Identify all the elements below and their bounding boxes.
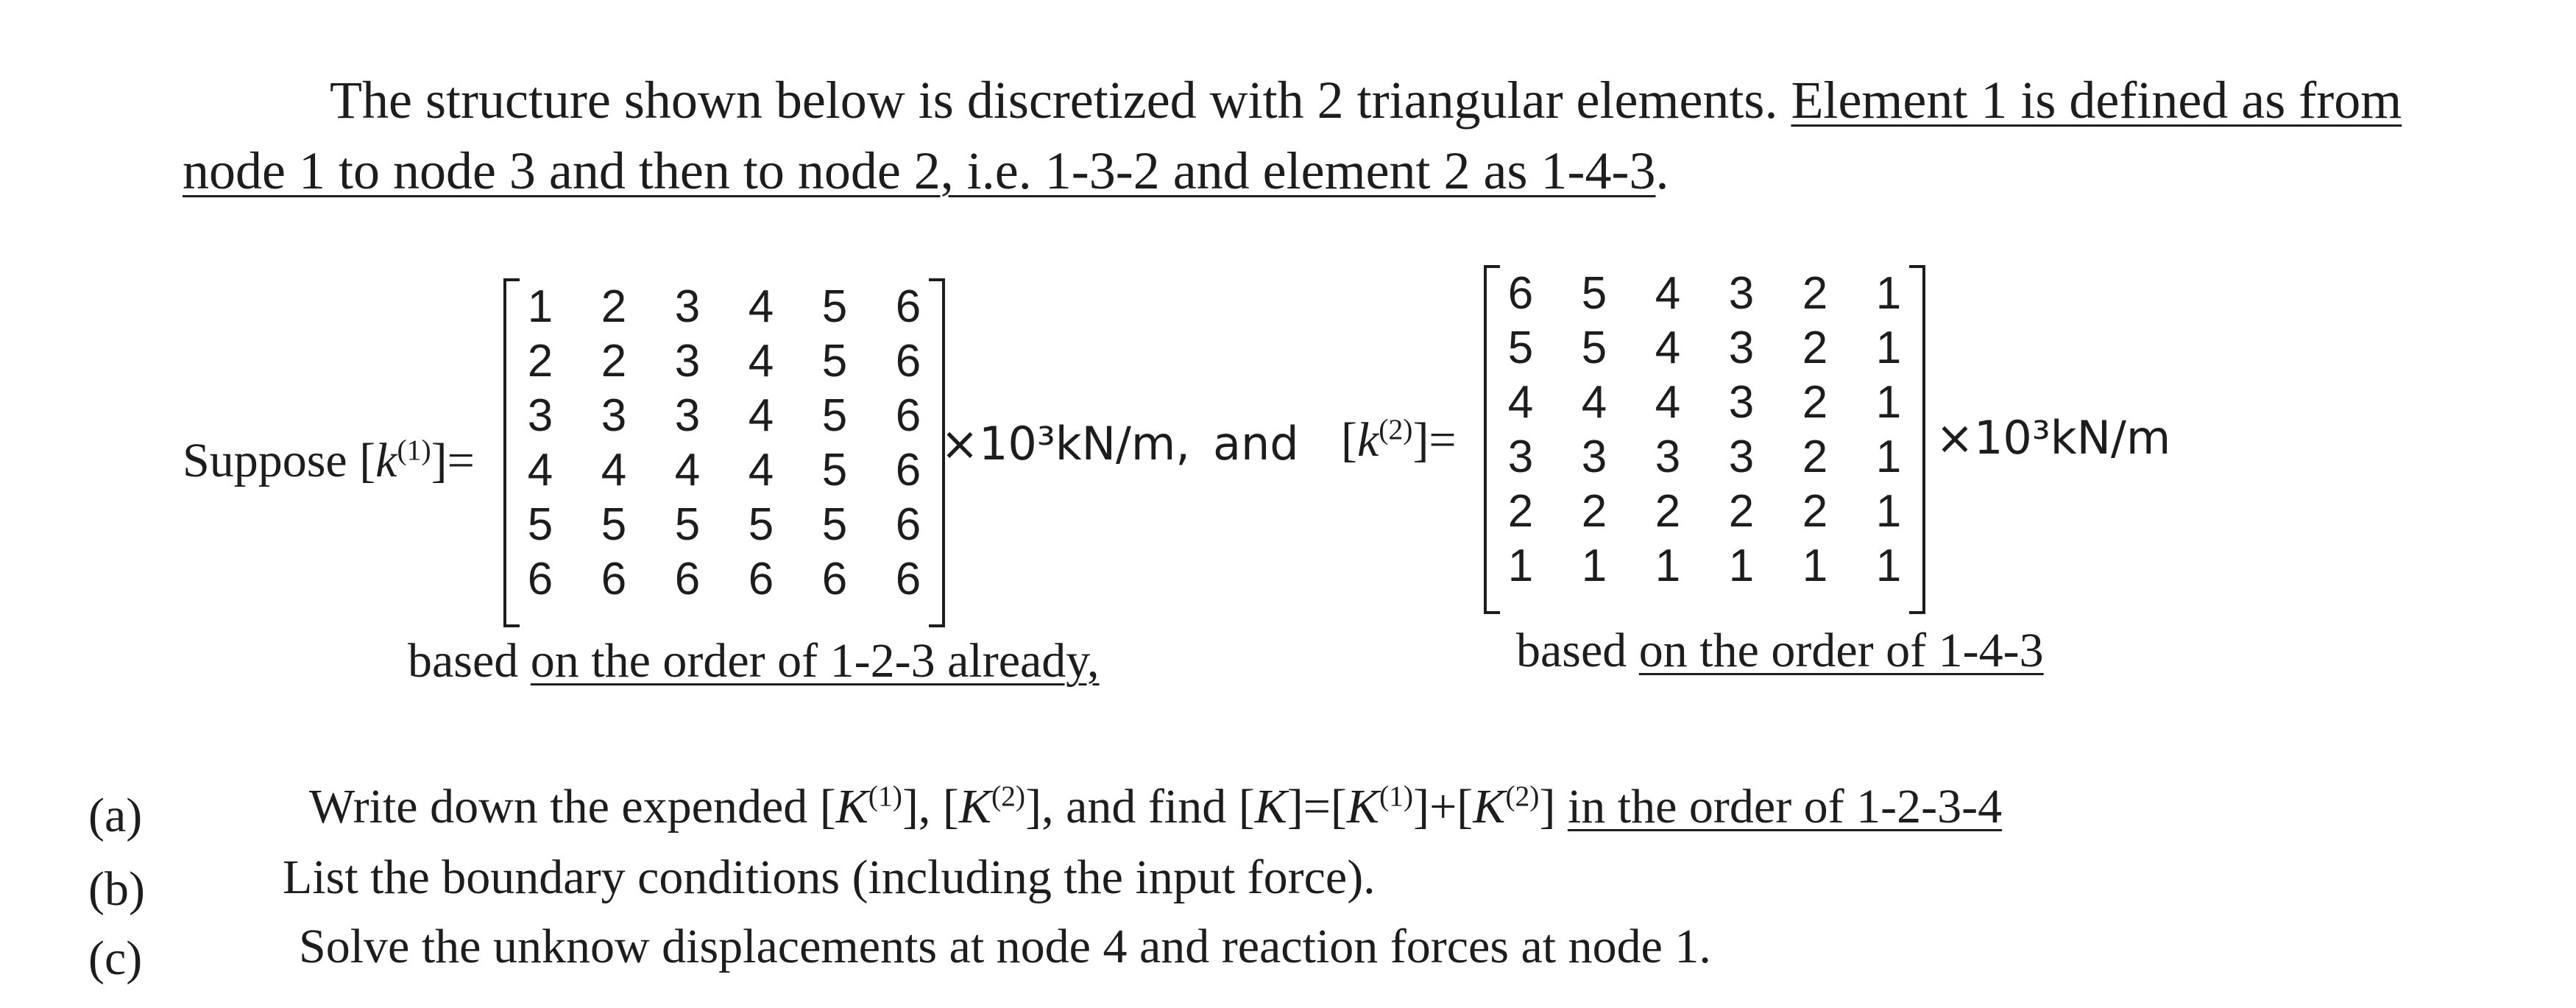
matrix-1-order-note-underlined: on the order of 1-2-3 already, [530, 634, 1100, 688]
matrix-2-cell: 5 [1581, 323, 1607, 373]
matrix-1-cell: 3 [601, 390, 627, 441]
matrix-2-cell: 1 [1581, 540, 1607, 591]
matrix-1-cell: 4 [527, 445, 553, 496]
matrix-2-cell: 3 [1507, 431, 1534, 482]
matrix-1-cell: 3 [527, 390, 553, 441]
matrix-2-cell: 3 [1581, 431, 1607, 482]
k2-label: $[k^{(2)}]=$ [1341, 413, 1457, 467]
question-a-text: Write down the expended $[K^{(1)}]$, $[K^{(2)}]$, and find $[K]=[K^{(1)}]+[K^{(2)}]$ in the order of 1-2-3-4 [309, 780, 2003, 833]
matrix-1-unit: ×10³kN/m, [941, 417, 1190, 470]
matrix-2-cell: 1 [1802, 540, 1828, 591]
intro-line-2 [183, 141, 1669, 200]
question-a-text-underlined: in the order of 1-2-3-4 [1567, 780, 2003, 833]
matrix-1-cell: 5 [821, 445, 848, 496]
matrix-1-cell: 5 [748, 499, 774, 550]
matrix-1-cell: 6 [895, 336, 921, 387]
matrix-2-cell: 1 [1507, 540, 1534, 591]
matrix-2-cell: 1 [1875, 540, 1902, 591]
matrix-1-cell: 5 [601, 499, 627, 550]
matrix-1-cell: 4 [748, 390, 774, 441]
and-word: and [1213, 417, 1299, 470]
intro-line-1-underlined: Element 1 is defined as from [1791, 71, 2402, 130]
matrix-2-cell: 4 [1655, 377, 1681, 428]
matrix-2-cell: 2 [1802, 268, 1828, 319]
matrix-2-unit: ×10³kN/m [1936, 411, 2171, 465]
matrix-1-cell: 6 [895, 554, 921, 605]
matrix-1-cell: 6 [895, 281, 921, 332]
question-a-label: (a) [88, 789, 143, 842]
k2-symbol: k [1356, 413, 1379, 467]
matrix-2-cell: 2 [1802, 323, 1828, 373]
matrix-2-cell: 4 [1655, 268, 1681, 319]
matrix-2-cell: 2 [1655, 486, 1681, 537]
matrix-1-cell: 4 [748, 445, 774, 496]
question-b-label: (b) [88, 862, 145, 916]
question-a-text-mid: , and find [1041, 780, 1227, 833]
matrix-2-cell: 5 [1507, 323, 1534, 373]
matrix-2-cell: 3 [1728, 268, 1755, 319]
matrix-2-order-note-plain: based [1516, 624, 1627, 677]
matrix-1-cell: 6 [601, 554, 627, 605]
matrix-2-cell: 1 [1875, 431, 1902, 482]
matrix-1-cell: 5 [527, 499, 553, 550]
matrix-2-cell: 1 [1728, 540, 1755, 591]
matrix-1-order-note [408, 633, 1100, 689]
intro-line-1-plain: The structure shown below is discretized with 2 triangular elements. [330, 71, 1778, 130]
matrix-1-cell: 6 [895, 499, 921, 550]
stiffness-matrix-element-2 [1484, 265, 1925, 608]
matrix-2-cell: 1 [1875, 377, 1902, 428]
matrix-1-cell: 3 [674, 336, 701, 387]
matrix-1-cell: 5 [674, 499, 701, 550]
matrix-2-cell: 1 [1875, 268, 1902, 319]
matrix-1-cell: 4 [674, 445, 701, 496]
matrix-2-cell: 6 [1507, 268, 1534, 319]
matrix-1-cell: 6 [674, 554, 701, 605]
matrix-1-cell: 5 [821, 281, 848, 332]
matrix-2-cell: 3 [1728, 431, 1755, 482]
intro-line-2-end: . [1655, 141, 1669, 200]
question-c-label: (c) [88, 931, 143, 985]
matrix-2-cell: 3 [1655, 431, 1681, 482]
matrix-1-order-note-plain: based [408, 634, 519, 688]
matrix-1-cell: 3 [674, 390, 701, 441]
matrix-1-cell: 3 [674, 281, 701, 332]
matrix-2-order-note-underlined: on the order of 1-4-3 [1638, 624, 2044, 677]
matrix-2-cell: 3 [1728, 323, 1755, 373]
matrix-1-cell: 4 [748, 336, 774, 387]
matrix-1-cell: 5 [821, 390, 848, 441]
matrix-2-cell: 2 [1802, 431, 1828, 482]
k1-label: Suppose $[k^{(1)}]=$ [183, 434, 475, 487]
matrix-1-cell: 4 [601, 445, 627, 496]
matrix-2-cell: 4 [1655, 323, 1681, 373]
matrix-1-cell: 5 [821, 499, 848, 550]
matrix-2-cell: 2 [1507, 486, 1534, 537]
question-b-text: List the boundary conditions (including the input force). [283, 850, 1376, 904]
k1-symbol: k [375, 434, 397, 487]
matrix-1-cell: 2 [527, 336, 553, 387]
k1-superscript: (1) [397, 434, 431, 466]
matrix-2-cell: 4 [1507, 377, 1534, 428]
matrix-1-cell: 1 [527, 281, 553, 332]
k2-superscript: (2) [1379, 413, 1413, 445]
matrix-1-cell: 6 [895, 390, 921, 441]
suppose-word: Suppose [183, 434, 347, 487]
matrix-2-cell: 5 [1581, 268, 1607, 319]
question-a-text-start: Write down the expended [309, 780, 808, 833]
question-c-text: Solve the unknow displacements at node 4 and reaction forces at node 1. [299, 920, 1711, 973]
matrix-1-cell: 6 [748, 554, 774, 605]
matrix-1-cell: 6 [895, 445, 921, 496]
matrix-1-cell: 2 [601, 336, 627, 387]
matrix-2-cell: 3 [1728, 377, 1755, 428]
matrix-2-cell: 1 [1875, 486, 1902, 537]
matrix-2-cell: 2 [1802, 377, 1828, 428]
matrix-1-cell: 6 [527, 554, 553, 605]
matrix-1-cell: 6 [821, 554, 848, 605]
matrix-2-cell: 1 [1655, 540, 1681, 591]
stiffness-matrix-element-1 [503, 278, 945, 621]
matrix-2-order-note [1516, 623, 2044, 679]
matrix-1-cell: 4 [748, 281, 774, 332]
intro-line-1 [330, 71, 2402, 130]
matrix-1-cell: 2 [601, 281, 627, 332]
matrix-1-cell: 5 [821, 336, 848, 387]
matrix-2-cell: 2 [1581, 486, 1607, 537]
matrix-2-cell: 2 [1728, 486, 1755, 537]
matrix-2-cell: 1 [1875, 323, 1902, 373]
matrix-2-cell: 2 [1802, 486, 1828, 537]
matrix-2-cell: 4 [1581, 377, 1607, 428]
intro-line-2-underlined: node 1 to node 3 and then to node 2, i.e. 1-3-2 and element 2 as 1-4-3 [183, 141, 1656, 200]
